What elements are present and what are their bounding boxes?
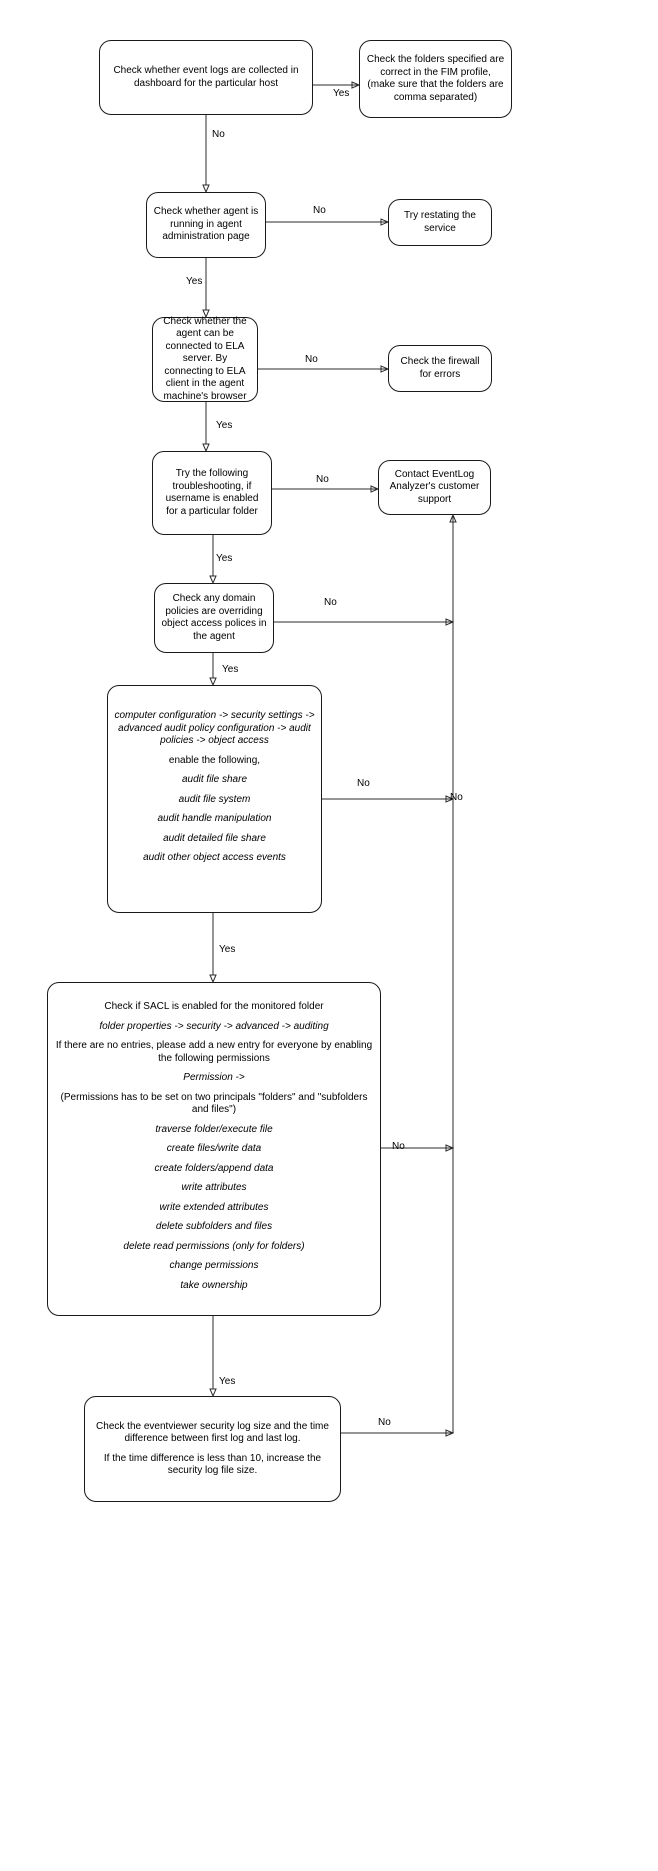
node-line: Contact EventLog Analyzer's customer support <box>389 468 480 505</box>
node-line: Try the following troubleshooting, if username is enabled for a particular folder <box>165 468 259 517</box>
node-line: take ownership <box>180 1279 248 1291</box>
edge-label-no-10-rail: No <box>450 792 463 803</box>
node-line: Check whether agent is running in agent administration page <box>153 206 259 243</box>
node-line: If there are no entries, please add a new entry for everyone by enabling the following permissions <box>55 1040 373 1064</box>
edge-label-no-9: No <box>324 597 337 608</box>
node-line: delete read permissions (only for folders) <box>123 1240 305 1252</box>
node-line: Check the eventviewer security log size and the time difference between first log and last log. <box>96 1420 329 1444</box>
edge-label-no-11: No <box>392 1141 405 1152</box>
node-line: Check the firewall for errors <box>400 356 480 380</box>
edge-label-no-7: No <box>316 474 329 485</box>
node-line: Check if SACL is enabled for the monitored folder <box>104 1001 324 1012</box>
edge-label-no-10: No <box>357 778 370 789</box>
node-line: create folders/append data <box>154 1162 274 1174</box>
edge-label-yes-10: Yes <box>219 944 236 955</box>
node-check-folders-fim-profile[interactable] <box>359 40 512 118</box>
node-line: If the time difference is less than 10, increase the security log file size. <box>103 1452 322 1476</box>
edge-label-no-3: No <box>313 205 326 216</box>
node-line: change permissions <box>169 1260 259 1271</box>
node-line: write attributes <box>181 1182 247 1193</box>
node-line: audit handle manipulation <box>157 813 272 824</box>
edge-label-yes-3: Yes <box>186 276 203 287</box>
node-check-event-logs[interactable] <box>99 40 313 115</box>
node-line: audit detailed file share <box>163 832 266 844</box>
node-line: Check any domain policies are overriding object access polices in the agent <box>161 593 267 642</box>
node-check-sacl-permissions[interactable] <box>47 982 381 1316</box>
node-contact-support[interactable] <box>378 460 491 515</box>
node-line: folder properties -> security -> advanced -> auditing <box>99 1020 329 1032</box>
edge-label-yes-5: Yes <box>216 420 233 431</box>
edge-label-yes-7: Yes <box>216 553 233 564</box>
node-line: enable the following, <box>168 754 261 766</box>
node-line: Permission -> <box>183 1072 245 1083</box>
edge-label-yes-11: Yes <box>219 1376 236 1387</box>
node-line: Check whether the agent can be connected to ELA server. By connecting to ELA client in the agent machine's browser <box>163 315 247 402</box>
node-check-domain-policies[interactable] <box>154 583 274 653</box>
node-restart-service[interactable] <box>388 199 492 246</box>
node-line: (Permissions has to be set on two principals "folders" and "subfolders and files") <box>60 1091 368 1115</box>
node-line: create files/write data <box>166 1143 262 1154</box>
edge-label-yes-9: Yes <box>222 664 239 675</box>
node-audit-policy-settings[interactable] <box>107 685 322 913</box>
node-line: Check whether event logs are collected in dashboard for the particular host <box>113 65 299 89</box>
edge-label-no-1: No <box>212 129 225 140</box>
node-line: Try restating the service <box>404 210 476 234</box>
edge-label-no-5: No <box>305 354 318 365</box>
node-line: computer configuration -> security settings -> advanced audit policy configuration -> audit policies -> object access <box>114 710 315 746</box>
node-line: Check the folders specified are correct in the FIM profile, (make sure that the folders are comma separated) <box>366 54 505 103</box>
node-line: traverse folder/execute file <box>155 1123 273 1135</box>
node-check-agent-ela-connection[interactable] <box>152 317 258 402</box>
node-line: audit file system <box>178 793 251 805</box>
edge-label-no-12: No <box>378 1417 391 1428</box>
node-line: audit other object access events <box>143 852 286 863</box>
node-check-security-log-size[interactable] <box>84 1396 341 1502</box>
node-line: delete subfolders and files <box>155 1221 273 1232</box>
node-check-firewall[interactable] <box>388 345 492 392</box>
edge-label-yes-1: Yes <box>333 88 350 99</box>
node-line: write extended attributes <box>159 1201 269 1213</box>
node-line: audit file share <box>181 774 248 785</box>
node-troubleshoot-username[interactable] <box>152 451 272 535</box>
node-check-agent-running[interactable] <box>146 192 266 258</box>
